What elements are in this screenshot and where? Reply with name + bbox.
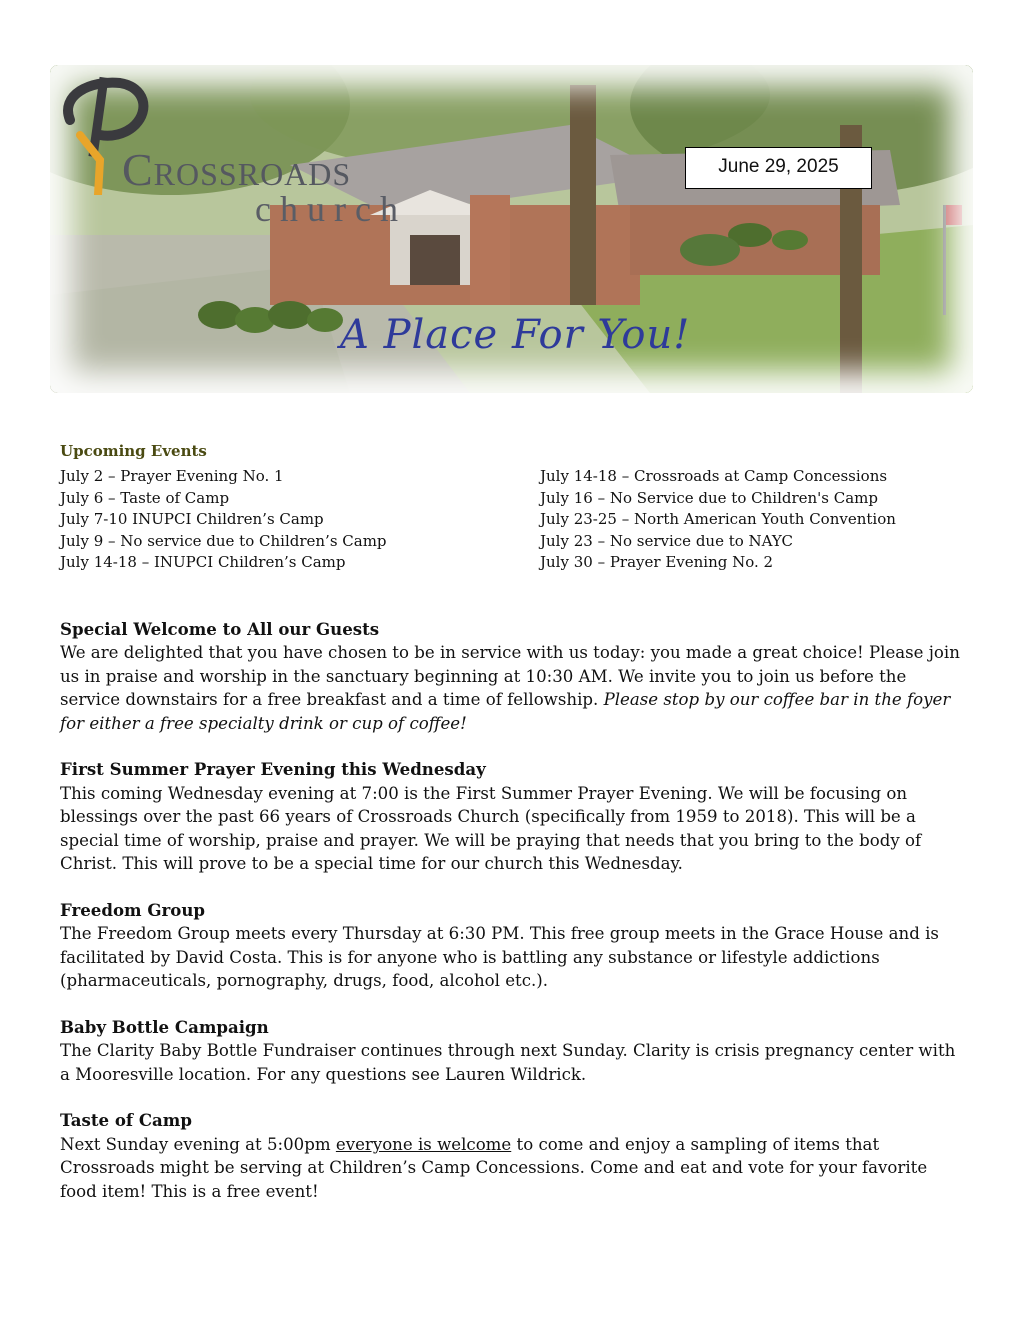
section-body: [60, 641, 965, 735]
event-item: July 6 – Taste of Camp: [60, 488, 230, 507]
section-title: Freedom Group: [60, 899, 206, 920]
events-title: Upcoming Events: [60, 442, 207, 460]
events-left-column: [60, 466, 387, 574]
section-taste-of-camp: [60, 1109, 965, 1203]
events-right-column: [540, 466, 896, 574]
section-body: The Freedom Group meets every Thursday at 6:30 PM. This free group meets in the Grace House and is facilitated by David Costa. This is for anyone who is battling any substance or lifestyle addictions (pharmaceuticals, pornography, drugs, food, alcohol etc.).: [60, 924, 939, 991]
everyone-welcome-text: everyone is welcome: [335, 1134, 512, 1154]
bulletin-content: [60, 618, 965, 1226]
section-body: [60, 1133, 965, 1203]
section-title: Baby Bottle Campaign: [60, 1016, 269, 1037]
section-prayer-evening: [60, 758, 965, 875]
event-item: July 9 – No service due to Children’s Camp: [60, 531, 387, 550]
section-body: This coming Wednesday evening at 7:00 is the First Summer Prayer Evening. We will be focusing on blessings over the past 66 years of Crossroads Church (specifically from 1959 to 2018). This will be a special time of worship, praise and prayer. We will be praying that needs that you bring to the body of Christ. This will prove to be a special time for our church this Wednesday.: [60, 783, 922, 874]
event-item: July 14-18 – INUPCI Children’s Camp: [60, 553, 346, 572]
section-baby-bottle: [60, 1016, 965, 1086]
taste-text-end: to come and enjoy a sampling of items that Crossroads might be serving at Children’s Camp Concessions. Come and eat and vote for your favorite food item! This is a free event!: [60, 1134, 928, 1201]
event-item: July 16 – No Service due to Children's Camp: [540, 488, 879, 507]
taste-text-start: Next Sunday evening at 5:00pm: [60, 1134, 336, 1154]
event-item: July 2 – Prayer Evening No. 1: [60, 467, 284, 485]
event-item: July 30 – Prayer Evening No. 2: [540, 553, 774, 572]
event-item: July 14-18 – Crossroads at Camp Concessions: [540, 467, 888, 485]
event-item: July 23 – No service due to NAYC: [540, 531, 794, 550]
section-title: Special Welcome to All our Guests: [60, 619, 380, 639]
event-item: July 7-10 INUPCI Children’s Camp: [60, 510, 324, 529]
welcome-text: We are delighted that you have chosen to be in service with us today: you made a great choice! Please join us in praise and worship in the sanctuary beginning at 10:30 AM. We invite you to join us before the service downstairs for a free breakfast and a time of fellowship.: [60, 643, 960, 710]
tagline: A Place For You!: [340, 312, 691, 358]
logo-title: Crossroads: [122, 144, 352, 195]
event-item: July 23-25 – North American Youth Convention: [540, 510, 896, 529]
logo-subtitle: church: [255, 189, 407, 229]
date-box: June 29, 2025: [685, 147, 872, 189]
section-title: Taste of Camp: [60, 1110, 192, 1131]
coffee-bar-note: Please stop by our coffee bar in the foyer for either a free specialty drink or cup of coffee!: [60, 690, 951, 733]
section-body: The Clarity Baby Bottle Fundraiser continues through next Sunday. Clarity is crisis pregnancy center with a Mooresville location. For any questions see Lauren Wildrick.: [60, 1041, 956, 1084]
section-freedom-group: [60, 899, 965, 993]
section-welcome: [60, 618, 965, 735]
section-title: First Summer Prayer Evening this Wednesday: [60, 759, 486, 780]
